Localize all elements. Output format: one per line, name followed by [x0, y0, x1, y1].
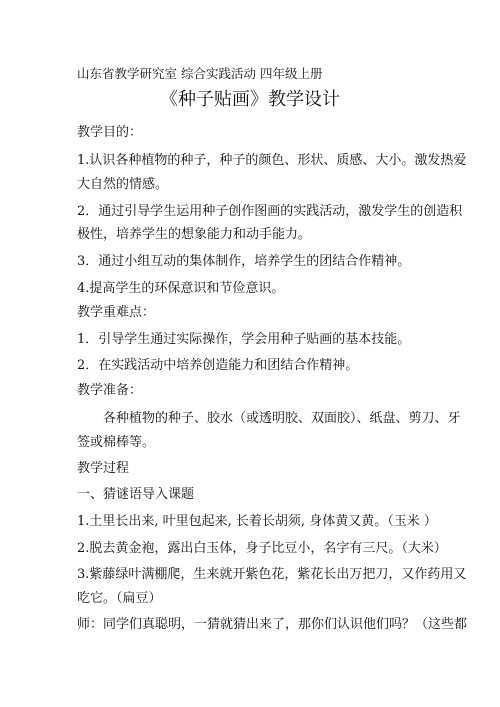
document-header: 山东省教学研究室 综合实践活动 四年级上册: [77, 66, 323, 81]
paragraph-line: 签或棉棒等。: [77, 435, 156, 450]
paragraph-line: 1．引导学生通过实际操作，学会用种子贴画的基本技能。: [77, 332, 411, 347]
document-title: 《种子贴画》教学设计: [160, 89, 340, 110]
paragraph-line: 师：同学们真聪明，一猜就猜出来了，那你们认识他们吗？（这些都: [77, 617, 468, 632]
paragraph-line: 4.提高学生的环保意识和节俭意识。: [77, 281, 285, 296]
paragraph-line: 极性，培养学生的想象能力和动手能力。: [77, 227, 312, 242]
paragraph-line: 2．通过引导学生运用种子创作图画的实践活动，激发学生的创造积: [77, 204, 463, 219]
subsection-heading: 一、猜谜语导入课题: [77, 487, 195, 502]
paragraph-line: 2．在实践活动中培养创造能力和团结合作精神。: [77, 358, 359, 373]
paragraph-line: 3．通过小组互动的集体制作，培养学生的团结合作精神。: [77, 254, 411, 269]
paragraph-line: 各种植物的种子、胶水（或透明胶、双面胶）、纸盘、剪刀、牙: [103, 411, 461, 426]
section-heading-preparation: 教学准备：: [77, 383, 143, 398]
paragraph-line: 大自然的情感。: [77, 177, 169, 192]
section-heading-process: 教学过程: [77, 461, 130, 476]
paragraph-line: 2.脱去黄金袍，露出白玉体，身子比豆小，名字有三尺。（大米）: [77, 541, 447, 556]
paragraph-line: 吃它。（扁豆）: [77, 591, 162, 606]
section-heading-objectives: 教学目的：: [77, 125, 143, 140]
section-heading-key-points: 教学重难点：: [77, 305, 156, 320]
paragraph-line: 3.紫藤绿叶满棚爬，生来就开紫色花，紫花长出万把刀，又作药用又: [77, 567, 467, 582]
paragraph-line: 1.土里长出来, 叶里包起来, 长着长胡须, 身体黄又黄。（玉米 ）: [77, 514, 437, 529]
paragraph-line: 1.认识各种植物的种子，种子的颜色、形状、质感、大小。激发热爱: [77, 153, 467, 168]
